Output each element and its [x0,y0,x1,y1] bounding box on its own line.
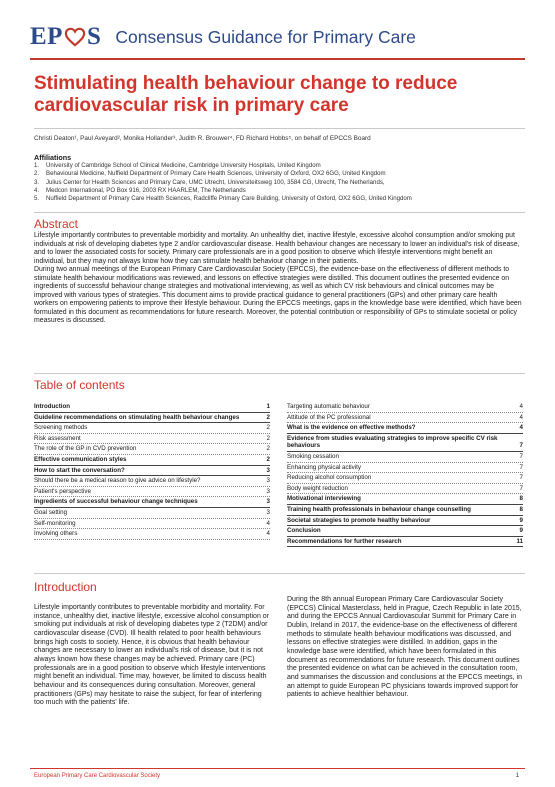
toc-entry-page: 3 [266,487,270,495]
toc-entry-label: Risk assessment [34,434,81,442]
toc-entry[interactable] [287,463,523,474]
affiliation-text: Julius Center for Health Sciences and Primary Care, UMC Utrecht, Universiteitsweg 100, 3584 CG, Utrecht, The Netherlands, [46,178,385,186]
intro-divider [34,573,525,574]
toc-entry[interactable] [287,434,523,452]
article-title-line-2: cardiovascular risk in primary care [34,95,349,116]
toc-entry[interactable] [34,413,270,424]
toc-entry-page: 4 [519,413,523,421]
toc-entry[interactable] [287,413,523,424]
toc-entry-page: 7 [519,474,523,482]
toc-entry-label: What is the evidence on effective methods? [287,424,416,432]
toc-entry-label: Guideline recommendations on stimulating health behaviour changes [34,413,240,421]
footer-society-name: European Primary Care Cardiovascular Society [34,773,161,779]
toc-left-column [34,402,270,540]
affiliation-item [34,162,534,170]
toc-entry[interactable] [287,484,523,495]
logo-text-right: S [86,23,102,50]
toc-entry[interactable] [34,402,270,413]
toc-heading: Table of contents [34,378,125,392]
toc-divider [34,373,525,374]
affiliation-number: 5. [34,195,40,203]
header-divider [30,58,525,60]
abstract-body [34,232,522,326]
toc-entry-label: Introduction [34,403,71,410]
toc-entry-page: 4 [519,424,523,432]
affiliation-text: Nuffield Department of Primary Care Health Sciences, Radcliffe Primary Care Building, University of Oxford, OX2 6GG, United Kingdom [46,195,412,203]
affiliations-heading: Affiliations [34,153,72,162]
toc-entry-page: 3 [266,466,270,474]
toc-entry[interactable] [34,497,270,508]
toc-entry-page: 9 [519,516,523,524]
toc-entry-page: 3 [266,477,270,485]
toc-entry[interactable] [34,487,270,498]
toc-entry-page: 11 [516,537,523,545]
toc-entry-label: Training health professionals in behaviour change counselling [287,505,471,513]
toc-entry-label: Societal strategies to promote healthy behaviour [287,516,431,524]
toc-entry-page: 7 [519,452,523,460]
toc-entry-label: Enhancing physical activity [287,463,361,471]
affiliation-text: University of Cambridge School of Clinical Medicine, Cambridge University Hospitals, United Kingdom [46,162,321,169]
toc-entry[interactable] [34,529,270,540]
toc-entry[interactable] [34,434,270,445]
affiliation-number: 4. [34,186,40,194]
abstract-paragraph: Lifestyle importantly contributes to preventable morbidity and mortality. An unhealthy diet, inactive lifestyle, excessive alcohol consumption and/or smoking put individuals at risk of developing diabetes type 2 and/or cardiovascular disease. Health behaviour changes are necessary to lower an individual's risk of disease, and to lower the associated costs for society. Primary care professionals are in a good position to observe which lifestyle interventions might benefit an individual, but they may not always know how they can stimulate health behaviour change in their patients. [34,232,520,265]
toc-entry[interactable] [34,519,270,530]
abstract-heading: Abstract [34,217,79,231]
toc-entry-label: Self-monitoring [34,519,76,527]
toc-entry[interactable] [287,505,523,516]
toc-entry-label: Attitude of the PC professional [287,413,371,421]
introduction-column-1: Lifestyle importantly contributes to preventable morbidity and mortality. For instance, unhealthy diet, inactive lifestyle, excessive alcohol consumption or smoking put individuals at risk of developing diabetes type 2 (T2DM) and/or cardiovascular disease (CVD). Ill health related to poor health behaviours brings high costs to society. Hence, it is obvious that health behaviour changes are necessary to lower an individual's risk of disease, but it is not always known how these changes may be achieved. Primary care (PC) professionals are in a good position to observe which lifestyle interventions might benefit an individual. Time may, however, be limited to discuss health behaviour and its consequences during consultation. Moreover, general practitioners (GPs) may hesitate to raise the subject, for fear of interfering too much with the patients' life. [34,604,270,707]
toc-entry-label: Evidence from studies evaluating strategies to improve specific CV risk behaviours [287,434,498,450]
title-divider [34,128,525,129]
toc-entry-page: 4 [266,530,270,538]
epccs-logo [30,23,101,51]
abstract-paragraph: During two annual meetings of the European Primary Care Cardiovascular Society (EPCCS), the evidence-base on the effectiveness of different methods to stimulate health behaviour modifications was reviewed, and lessons on effective strategies were distilled. This document outlines the presented evidence on ingredients of successful behaviour change strategies and motivational interviewing, as well as which CV risk behaviours and clinical outcomes may be improved with various types of strategies. This document aims to provide practical guidance to general practitioners (GPs) and other primary care health workers on empowering patients to improve their lifestyle behaviour. During the EPCCS meetings, gaps in the knowledge base were identified, which have been formulated in this document as recommendations for future research. Moreover, the potential contribution or responsibility of GPs to stimulate societal or policy measures is discussed. [34,266,522,324]
toc-entry-page: 7 [519,484,523,492]
toc-entry[interactable] [287,452,523,463]
introduction-heading: Introduction [34,580,97,594]
affiliation-text: Medcon International, PO Box 916, 2003 RX HAARLEM, The Netherlands [46,186,246,194]
footer-divider [30,768,525,769]
affiliation-number: 2. [34,170,40,178]
toc-entry-page: 8 [519,495,523,503]
toc-entry-label: Patient's perspective [34,487,91,495]
toc-entry-page: 3 [266,498,270,506]
toc-entry[interactable] [34,466,270,477]
toc-entry-label: Targeting automatic behaviour [287,403,370,410]
toc-entry[interactable] [287,473,523,484]
journal-header [30,22,416,52]
toc-entry-label: Body weight reduction [287,484,348,492]
toc-entry-label: Effective communication styles [34,455,127,463]
toc-entry-page: 7 [519,463,523,471]
toc-entry[interactable] [287,526,523,537]
affiliation-item [34,170,534,178]
toc-entry[interactable] [34,444,270,455]
toc-entry-label: The role of the GP in CVD prevention [34,445,137,453]
toc-entry[interactable] [287,494,523,505]
toc-entry-page: 2 [266,424,270,432]
toc-entry-label: Motivational interviewing [287,495,361,503]
affiliation-item [34,187,534,195]
article-title [34,73,534,117]
heart-icon [64,27,86,47]
article-title-line-1: Stimulating health behaviour change to reduce [34,73,458,94]
toc-entry-label: Reducing alcohol consumption [287,474,372,482]
toc-entry-label: Ingredients of successful behaviour change techniques [34,498,198,506]
toc-entry-page: 7 [519,442,523,450]
introduction-column-2: During the 8th annual European Primary Care Cardiovascular Society (EPCCS) Clinical Masterclass, held in Prague, Czech Republic in late 2015, and during the EPCCS Annual Cardiovascular Summit for Primary Care in Dublin, Ireland in 2017, the evidence-base on the effectiveness of different methods to stimulate health behaviour modifications was discussed, and lessons on effective strategies were distilled. In addition, gaps in the knowledge base were identified, which have been formulated in this document as recommendations for future research. This document outlines the presented evidence on what can be achieved in the consultation room, and summarises the discussion and conclusions at the EPCCS meetings, in an attempt to guide European PC physicians towards improved support for patients to achieve healthier behaviour. [287,596,523,699]
toc-entry-label: Recommendations for further research [287,537,402,545]
toc-entry[interactable] [34,455,270,466]
toc-entry-page: 2 [266,445,270,453]
toc-entry[interactable] [34,423,270,434]
affiliations-list [34,162,534,203]
toc-entry-label: Conclusion [287,527,321,535]
toc-entry[interactable] [34,476,270,487]
affiliation-text: Behavioural Medicine, Nuffield Department of Primary Care Health Sciences, University of Oxford, OX2 6GG, United Kingdom [46,170,386,178]
toc-entry-page: 8 [519,505,523,513]
toc-entry-page: 4 [519,403,523,410]
toc-entry-page: 2 [266,455,270,463]
toc-entry[interactable] [287,423,523,434]
logo-text-left: EP [30,23,63,50]
toc-entry[interactable] [287,537,523,548]
toc-entry-label: Goal setting [34,508,68,516]
toc-entry[interactable] [287,402,523,413]
toc-entry-label: Involving others [34,530,78,538]
toc-entry[interactable] [34,508,270,519]
page-number: 1 [515,773,519,779]
toc-entry-page: 2 [266,413,270,421]
author-list: Christi Deaton¹, Paul Aveyard², Monika Hollander³, Judith R. Brouwer⁴, FD Richard Hobbs⁵, on behalf of EPCCS Board [34,135,371,142]
toc-entry[interactable] [287,516,523,527]
toc-entry-page: 1 [266,403,270,410]
toc-entry-page: 2 [266,434,270,442]
affiliation-number: 1. [34,162,40,169]
affiliation-number: 3. [34,178,40,186]
affiliation-item [34,179,534,187]
toc-entry-label: Screening methods [34,424,88,432]
toc-right-column [287,402,523,547]
toc-entry-page: 9 [519,527,523,535]
toc-entry-label: How to start the conversation? [34,466,125,474]
toc-entry-label: Smoking cessation [287,452,339,460]
toc-entry-page: 3 [266,508,270,516]
toc-entry-page: 4 [266,519,270,527]
toc-entry-label: Should there be a medical reason to give advice on lifestyle? [34,477,201,485]
affiliation-item [34,195,534,203]
abstract-divider [34,212,525,213]
journal-title: Consensus Guidance for Primary Care [115,26,416,47]
